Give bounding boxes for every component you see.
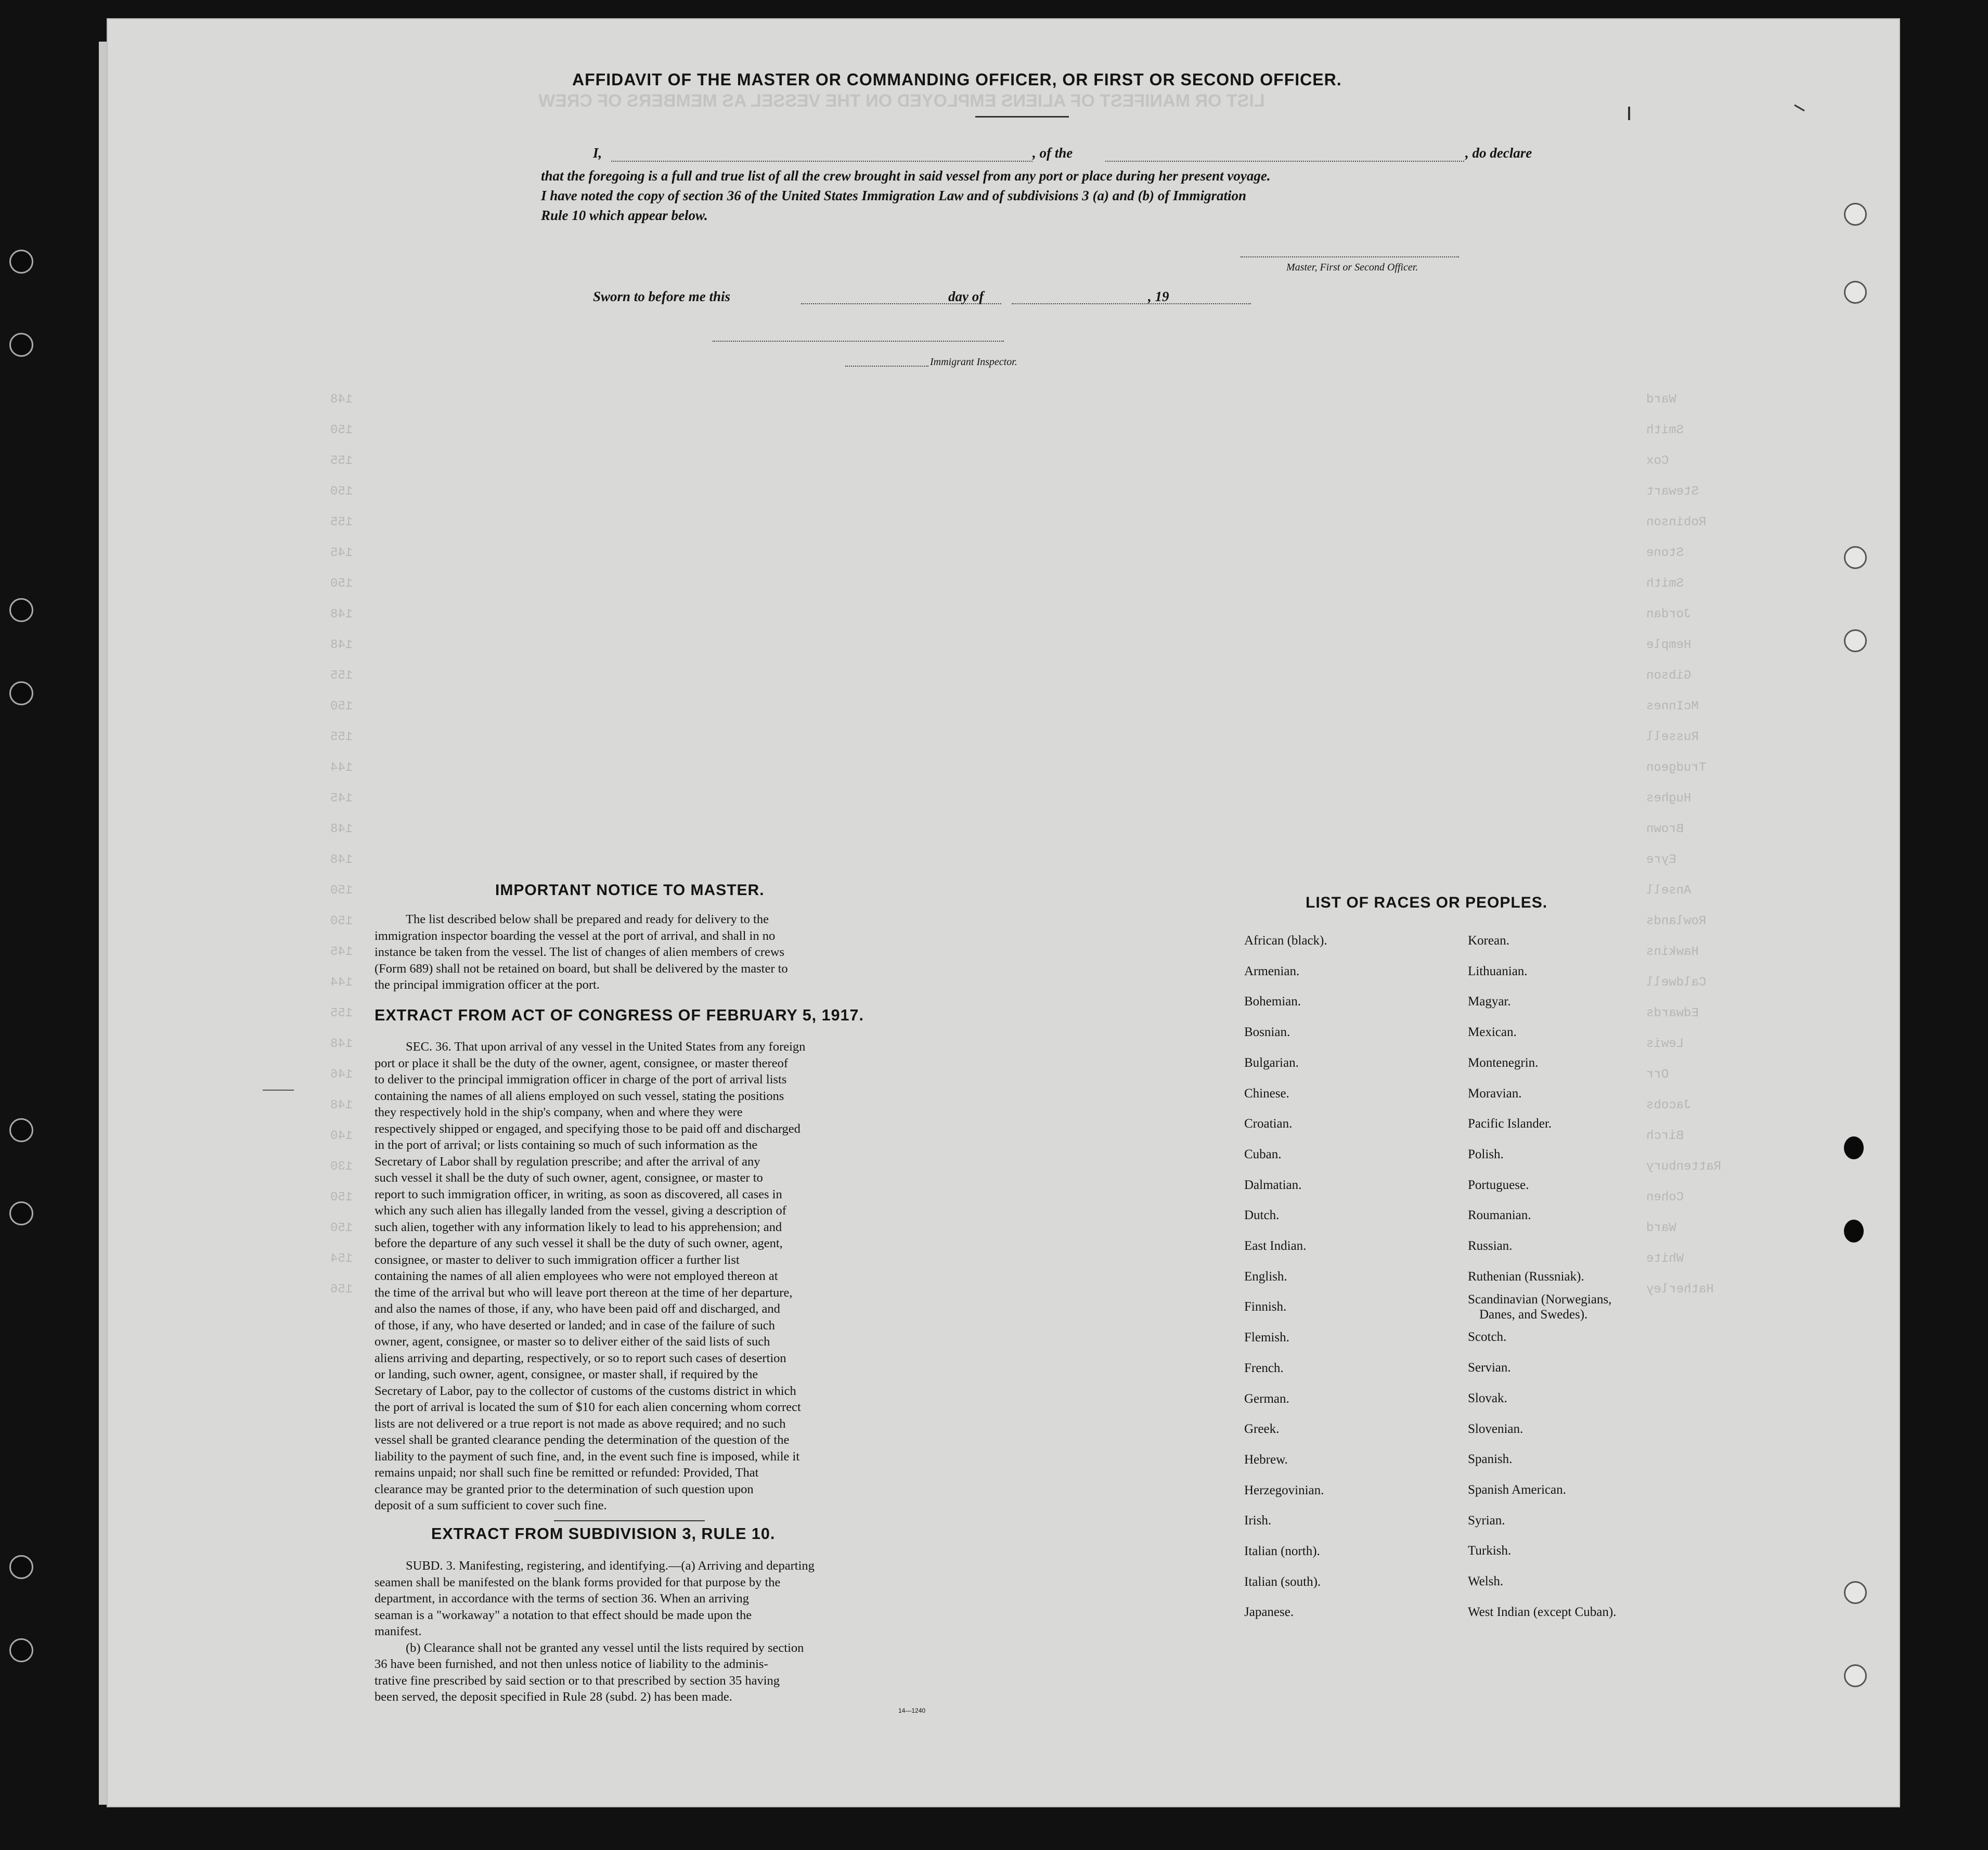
race-item: Ruthenian (Russniak). [1468, 1269, 1584, 1284]
bleed-through-number: 144 [330, 976, 353, 990]
act-line: Secretary of Labor shall by regulation prescribe; and after the arrival of any [375, 1154, 760, 1169]
rule-title: EXTRACT FROM SUBDIVISION 3, RULE 10. [431, 1525, 776, 1543]
bleed-through-number: 154 [330, 1252, 353, 1266]
act-line: remains unpaid; nor shall such fine be remitted or refunded: Provided, That [375, 1466, 759, 1480]
punch-ring-icon [1844, 1581, 1867, 1604]
bleed-through-name: Smith [1646, 423, 1684, 437]
punch-hole-icon [1844, 1220, 1864, 1243]
race-item: Roumanian. [1468, 1208, 1531, 1223]
race-item: Slovak. [1468, 1391, 1507, 1405]
punch-ring-icon [1844, 546, 1867, 569]
rule-line: (b) Clearance shall not be granted any vessel until the lists required by section [406, 1640, 804, 1655]
notice-line: instance be taken from the vessel. The list of changes of alien members of crews [375, 945, 785, 959]
bleed-through-name: McInnes [1646, 700, 1699, 714]
rule-line: trative fine prescribed by said section or to that prescribed by section 35 having [375, 1673, 780, 1688]
bleed-through-number: 156 [330, 1283, 353, 1297]
affidavit-of-the: , of the [1032, 145, 1073, 161]
bleed-through-number: 146 [330, 1068, 353, 1082]
bleed-through-number: 150 [330, 884, 353, 898]
act-line: of those, if any, who have deserted or landed; and in case of the failure of such [375, 1318, 775, 1332]
race-item: African (black). [1244, 934, 1327, 948]
race-item: Scotch. [1468, 1330, 1507, 1344]
rule-body [375, 1558, 1074, 1705]
act-body [375, 1039, 1074, 1514]
binder-hole-icon [9, 1118, 33, 1142]
affidavit-line3: I have noted the copy of section 36 of the United States Immigration Law and of subdivisions 3 (a) and (b) of Immigration [541, 188, 1247, 203]
race-item: Welsh. [1468, 1574, 1504, 1589]
race-item: Montenegrin. [1468, 1055, 1539, 1070]
bleed-through-number: 148 [330, 1098, 353, 1112]
sworn-month-blank [1012, 303, 1251, 304]
rule-line: manifest. [375, 1624, 422, 1638]
race-item: Bosnian. [1244, 1025, 1290, 1040]
race-item: Cuban. [1244, 1147, 1282, 1161]
race-item: Syrian. [1468, 1513, 1505, 1528]
binder-hole-icon [9, 1201, 33, 1225]
bleed-through-name: Rattenbury [1646, 1160, 1722, 1174]
bleed-through-name: Stewart [1646, 485, 1699, 499]
race-item: Korean. [1468, 934, 1509, 948]
act-end-rule [554, 1520, 705, 1521]
act-line: owner, agent, consignee, or master so to deliver either of the said lists of such [375, 1335, 770, 1349]
act-line: such alien, together with any information likely to lead to his apprehension; and [375, 1220, 782, 1234]
act-line: respectively shipped or engaged, and specifying those to be paid off and discharged [375, 1121, 801, 1136]
race-item: Spanish American. [1468, 1482, 1566, 1497]
affidavit-declare: , do declare [1465, 145, 1532, 161]
race-item: Dutch. [1244, 1208, 1280, 1223]
vessel-blank [1105, 161, 1464, 162]
punch-ring-icon [1844, 1664, 1867, 1687]
bleed-through-name: Hawkins [1646, 945, 1699, 959]
bleed-through-number: 145 [330, 546, 353, 560]
bleed-through-name: Stone [1646, 546, 1684, 560]
inspector-label: Immigrant Inspector. [930, 356, 1017, 368]
bleed-through-number: 150 [330, 1191, 353, 1205]
act-title: EXTRACT FROM ACT OF CONGRESS OF FEBRUARY 5, 1917. [375, 1006, 864, 1024]
race-item: Armenian. [1244, 964, 1300, 978]
name-blank [611, 161, 1032, 162]
notice-line: The list described below shall be prepared and ready for delivery to the [406, 912, 769, 926]
rule-line: 36 have been furnished, and not then unless notice of liability to the adminis- [375, 1657, 768, 1671]
race-item: Magyar. [1468, 994, 1511, 1009]
bleed-through-name: Smith [1646, 577, 1684, 591]
notice-line: the principal immigration officer at the port. [375, 978, 600, 992]
notice-title: IMPORTANT NOTICE TO MASTER. [495, 882, 765, 899]
bleed-through-name: Hatherley [1646, 1283, 1714, 1297]
bleed-through-number: 148 [330, 853, 353, 867]
race-item: Danes, and Swedes). [1479, 1308, 1588, 1322]
races-left-column [1244, 926, 1327, 1628]
race-item: Chinese. [1244, 1086, 1289, 1101]
bleed-through-name: Brown [1646, 822, 1684, 836]
bleed-through-name: Birch [1646, 1129, 1684, 1143]
bleed-through-number: 155 [330, 515, 353, 529]
bleed-through-number: 148 [330, 607, 353, 622]
title-rule [975, 116, 1069, 118]
bleed-through-name: Jacobs [1646, 1098, 1692, 1112]
bleed-through-number: 155 [330, 1006, 353, 1020]
affidavit-i: I, [593, 145, 602, 161]
race-item: Hebrew. [1244, 1452, 1288, 1467]
margin-mark [263, 1090, 294, 1091]
act-line: the time of the arrival but who will leave port thereon at the time of her departure, [375, 1285, 793, 1300]
bleed-through-number: 130 [330, 1160, 353, 1174]
document-page [107, 18, 1900, 1807]
bleed-through-name: Ward [1646, 393, 1676, 407]
bleed-through-name: Trudgeon [1646, 761, 1707, 775]
rule-line: seamen shall be manifested on the blank forms provided for that purpose by the [375, 1575, 781, 1589]
rule-line: seaman is a "workaway" a notation to that effect should be made upon the [375, 1608, 752, 1622]
sworn-text: Sworn to before me this [593, 289, 731, 304]
race-item: Japanese. [1244, 1605, 1294, 1620]
inspector-line-1 [713, 341, 1004, 342]
notice-line: immigration inspector boarding the vessel at the port of arrival, and shall in no [375, 928, 776, 943]
race-item: West Indian (except Cuban). [1468, 1605, 1617, 1619]
race-item: Dalmatian. [1244, 1178, 1302, 1192]
bleed-through-name: Ansell [1646, 884, 1692, 898]
races-right-column [1468, 926, 1616, 1627]
inspector-line-2 [845, 366, 928, 367]
race-item: Irish. [1244, 1513, 1272, 1528]
race-item: Scandinavian (Norwegians, [1468, 1292, 1612, 1307]
act-line: such vessel it shall be the duty of such owner, agent, consignee, or master to [375, 1171, 763, 1185]
act-line: port or place it shall be the duty of the owner, agent, consignee, or master thereof [375, 1056, 788, 1070]
binder-hole-icon [9, 681, 33, 705]
bleed-through-number: 150 [330, 423, 353, 437]
punch-ring-icon [1844, 281, 1867, 304]
act-line: in the port of arrival; or lists containing so much of such information as the [375, 1138, 758, 1152]
bleed-through-name: Eyre [1646, 853, 1676, 867]
pencil-mark [1628, 107, 1630, 120]
race-item: Finnish. [1244, 1300, 1287, 1314]
act-line: the port of arrival is located the sum of $10 for each alien concerning whom correct [375, 1400, 801, 1414]
race-item: German. [1244, 1391, 1289, 1406]
bleed-through-name: Jordan [1646, 607, 1692, 622]
master-sig-line [1241, 256, 1459, 257]
race-item: Italian (north). [1244, 1544, 1320, 1559]
act-line: deposit of a sum sufficient to cover such fine. [375, 1498, 607, 1512]
act-line: to deliver to the principal immigration officer in charge of the port of arrival lists [375, 1072, 787, 1086]
bleed-through-name: Ward [1646, 1221, 1676, 1235]
race-item: Mexican. [1468, 1025, 1517, 1040]
act-line: containing the names of all alien employees who were not employed thereon at [375, 1269, 778, 1283]
bleed-through-name: Orr [1646, 1068, 1669, 1082]
bleed-through-number: 150 [330, 1221, 353, 1235]
year-text: , 19 [1148, 289, 1169, 304]
race-item: Herzegovinian. [1244, 1483, 1324, 1497]
race-item: Servian. [1468, 1361, 1511, 1375]
bleed-through-name: Gibson [1646, 669, 1692, 683]
race-item: Bohemian. [1244, 994, 1301, 1009]
act-line: clearance may be granted prior to the determination of such question upon [375, 1482, 754, 1496]
act-line: before the departure of any such vessel it shall be the duty of such owner, agent, [375, 1236, 783, 1250]
race-item: French. [1244, 1361, 1284, 1375]
race-item: Turkish. [1468, 1544, 1512, 1558]
binder-hole-icon [9, 1555, 33, 1579]
bleed-through-number: 148 [330, 1037, 353, 1051]
bleed-through-name: Caldwell [1646, 976, 1707, 990]
notice-line: (Form 689) shall not be retained on board, but shall be delivered by the master to [375, 961, 788, 976]
affidavit-title: AFFIDAVIT OF THE MASTER OR COMMANDING OFFICER, OR FIRST OR SECOND OFFICER. [572, 70, 1342, 89]
affidavit-line2: that the foregoing is a full and true list of all the crew brought in said vessel from any port or place during her present voyage. [541, 168, 1271, 184]
form-number: 14—1240 [898, 1707, 926, 1714]
race-item: Greek. [1244, 1422, 1280, 1437]
rule-line: department, in accordance with the terms of section 36. When an arriving [375, 1592, 749, 1606]
binder-hole-icon [9, 333, 33, 357]
bleed-through-name: Russell [1646, 730, 1699, 744]
bleed-through-number: 150 [330, 577, 353, 591]
bleed-through-number: 155 [330, 730, 353, 744]
act-line: they respectively hold in the ship's company, when and where they were [375, 1105, 743, 1119]
act-line: and also the names of those, if any, who have been paid off and discharged, and [375, 1302, 780, 1316]
act-line: which any such alien has illegally landed from the vessel, giving a description of [375, 1204, 786, 1218]
bleed-through-header: LIST OR MANIFEST OF ALIENS EMPLOYED ON THE VESSEL AS MEMBERS OF CREW [538, 91, 1265, 111]
bleed-through-number: 148 [330, 822, 353, 836]
bleed-through-name: Robinson [1646, 515, 1707, 529]
master-sig-label: Master, First or Second Officer. [1286, 262, 1418, 273]
bleed-through-number: 144 [330, 761, 353, 775]
race-item: Polish. [1468, 1147, 1504, 1161]
bleed-through-name: Lewis [1646, 1037, 1684, 1051]
race-item: Croatian. [1244, 1117, 1293, 1131]
bleed-through-name: Edwards [1646, 1006, 1699, 1020]
bleed-through-number: 150 [330, 485, 353, 499]
act-line: aliens arriving and departing, respectively, or so to report such cases of desertion [375, 1351, 786, 1365]
race-item: Lithuanian. [1468, 964, 1528, 978]
bleed-through-number: 145 [330, 792, 353, 806]
race-item: Italian (south). [1244, 1574, 1321, 1589]
rule-line: SUBD. 3. Manifesting, registering, and identifying.—(a) Arriving and departing [406, 1559, 815, 1573]
rule-line: been served, the deposit specified in Rule 28 (subd. 2) has been made. [375, 1690, 732, 1704]
races-title: LIST OF RACES OR PEOPLES. [1306, 894, 1548, 911]
race-item: Flemish. [1244, 1330, 1289, 1345]
act-line: liability to the payment of such fine, and, in the event such fine is imposed, while it [375, 1449, 800, 1464]
bleed-through-name: Cohen [1646, 1191, 1684, 1205]
act-line: report to such immigration officer, in writing, as soon as discovered, all cases in [375, 1187, 782, 1201]
punch-hole-icon [1844, 1136, 1864, 1159]
bleed-through-name: Hemple [1646, 638, 1692, 652]
race-item: Slovenian. [1468, 1421, 1524, 1436]
act-line: consignee, or master to deliver to such immigration officer a further list [375, 1252, 740, 1267]
race-item: English. [1244, 1269, 1287, 1284]
race-item: Bulgarian. [1244, 1055, 1299, 1070]
act-line: containing the names of all aliens employed on such vessel, stating the positions [375, 1089, 784, 1103]
bleed-through-name: Rowlands [1646, 914, 1707, 928]
binder-hole-icon [9, 1638, 33, 1662]
race-item: Russian. [1468, 1239, 1513, 1253]
bleed-through-name: Cox [1646, 454, 1669, 468]
race-item: Moravian. [1468, 1086, 1522, 1101]
bleed-through-name: White [1646, 1252, 1684, 1266]
race-item: East Indian. [1244, 1239, 1307, 1253]
act-line: or landing, such owner, agent, consignee, or master shall, if required by the [375, 1367, 758, 1381]
act-line: vessel shall be granted clearance pending the determination of the question of the [375, 1433, 790, 1447]
bleed-through-number: 155 [330, 454, 353, 468]
race-item: Portuguese. [1468, 1178, 1529, 1192]
bleed-through-number: 148 [330, 393, 353, 407]
pencil-mark [1790, 105, 1805, 118]
punch-ring-icon [1844, 203, 1867, 226]
bleed-through-name: Hughes [1646, 792, 1692, 806]
race-item: Spanish. [1468, 1452, 1513, 1467]
bleed-through-number: 145 [330, 945, 353, 959]
act-line: Secretary of Labor, pay to the collector of customs of the customs district in which [375, 1383, 796, 1398]
affidavit-line4: Rule 10 which appear below. [541, 208, 708, 223]
day-of-text: day of [948, 289, 984, 304]
notice-body [375, 911, 1074, 993]
bleed-through-number: 140 [330, 1129, 353, 1143]
bleed-through-number: 148 [330, 638, 353, 652]
race-item: Pacific Islander. [1468, 1117, 1552, 1131]
bleed-through-number: 150 [330, 700, 353, 714]
act-line: SEC. 36. That upon arrival of any vessel in the United States from any foreign [406, 1040, 806, 1054]
binder-hole-icon [9, 598, 33, 622]
act-line: lists are not delivered or a true report is not made as above required; and no such [375, 1416, 786, 1431]
punch-ring-icon [1844, 629, 1867, 652]
binder-hole-icon [9, 250, 33, 274]
bleed-through-number: 155 [330, 669, 353, 683]
bleed-through-number: 150 [330, 914, 353, 928]
